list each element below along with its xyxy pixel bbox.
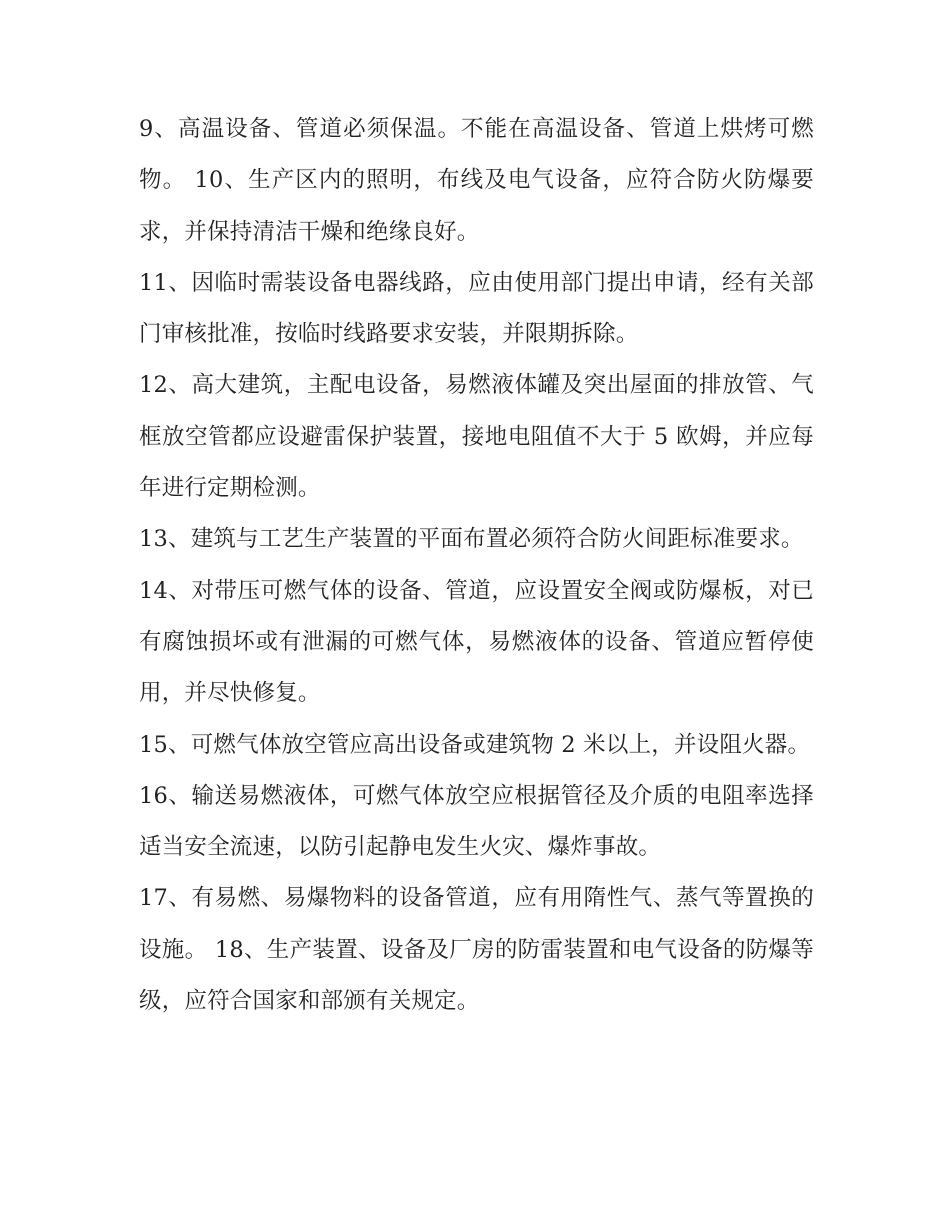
paragraph-item-16: 16、输送易燃液体，可燃气体放空应根据管径及介质的电阻率选择适当安全流速，以防引起静电发生火灾、爆炸事故。: [139, 782, 814, 861]
paragraph-item-14: 14、对带压可燃气体的设备、管道，应设置安全阀或防爆板，对已有腐蚀损坏或有泄漏的可燃气体，易燃液体的设备、管道应暂停使用，并尽快修复。: [139, 577, 814, 707]
paragraph-item-11: 11、因临时需装设备电器线路，应由使用部门提出申请，经有关部门审核批准，按临时线路要求安装，并限期拆除。: [139, 269, 814, 348]
paragraph-item-9-10: 9、高温设备、管道必须保温。不能在高温设备、管道上烘烤可燃物。 10、生产区内的照明，布线及电气设备，应符合防火防爆要求，并保持清洁干燥和绝缘良好。: [139, 116, 814, 245]
document-body: [139, 104, 814, 1027]
paragraph-item-13: 13、建筑与工艺生产装置的平面布置必须符合防火间距标准要求。: [139, 526, 804, 553]
paragraph-item-12: 12、高大建筑，主配电设备，易燃液体罐及突出屋面的排放管、气框放空管都应设避雷保护装置，接地电阻值不大于 5 欧姆，并应每年进行定期检测。: [139, 372, 814, 502]
paragraph-item-17-18: 17、有易燃、易爆物料的设备管道，应有用隋性气、蒸气等置换的设施。 18、生产装置、设备及厂房的防雷装置和电气设备的防爆等级，应符合国家和部颁有关规定。: [139, 885, 814, 1015]
paragraph-item-15: 15、可燃气体放空管应高出设备或建筑物 2 米以上，并设阻火器。: [139, 731, 811, 758]
